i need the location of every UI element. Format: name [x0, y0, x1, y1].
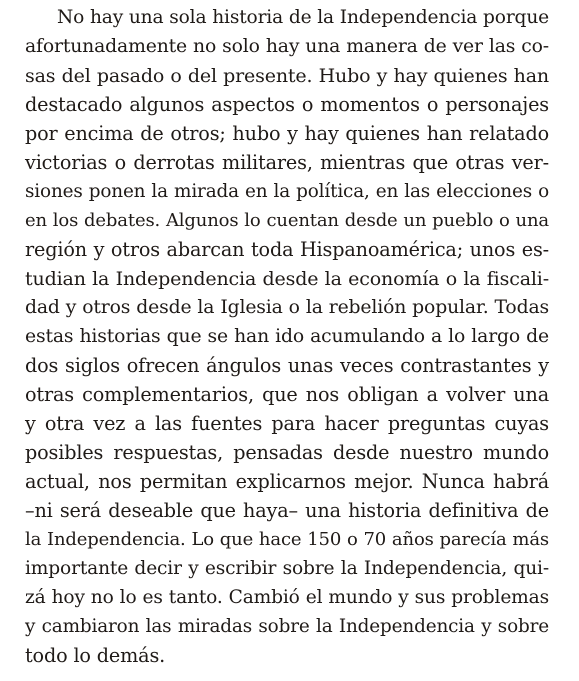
paragraph-line: sas del pasado o del presente. Hubo y hay quienes han	[25, 65, 549, 87]
paragraph-line: todo lo demás.	[25, 644, 166, 667]
paragraph-line: zá hoy no lo es tanto. Cambió el mundo y sus problemas	[25, 587, 549, 608]
paragraph-line: dos siglos ofrecen ángulos unas veces contrastantes y	[25, 354, 549, 377]
paragraph-line: la Independencia. Lo que hace 150 o 70 años parecía más	[25, 529, 549, 550]
paragraph-line: victorias o derrotas militares, mientras que otras ver-	[25, 151, 549, 174]
paragraph-line: región y otros abarcan toda Hispanoamérica; unos es-	[25, 238, 549, 261]
paragraph-line: siones ponen la mirada en la política, en las elecciones o	[25, 181, 549, 202]
paragraph-line: No hay una sola historia de la Independencia porque	[57, 7, 549, 28]
paragraph-line: importante decir y escribir sobre la Independencia, qui-	[25, 558, 549, 579]
paragraph-line: otras complementarios, que nos obligan a volver una	[25, 383, 549, 406]
paragraph-line: posibles respuestas, pensadas desde nuestro mundo	[25, 441, 549, 464]
paragraph-line: y otra vez a las fuentes para hacer preguntas cuyas	[25, 412, 549, 435]
paragraph-line: por encima de otros; hubo y hay quienes han relatado	[25, 122, 549, 145]
paragraph-line: afortunadamente no solo hay una manera de ver las co-	[25, 36, 549, 57]
paragraph-line: actual, nos permitan explicarnos mejor. Nunca habrá	[25, 470, 549, 493]
paragraph-line: –ni será deseable que haya– una historia definitiva de	[25, 499, 549, 522]
paragraph-line: dad y otros desde la Iglesia o la rebelión popular. Todas	[25, 297, 549, 318]
paragraph-line: y cambiaron las miradas sobre la Independencia y sobre	[25, 616, 549, 637]
paragraph-line: en los debates. Algunos lo cuentan desde un pueblo o una	[25, 210, 549, 231]
paragraph-line: estas historias que se han ido acumulando a lo largo de	[25, 326, 549, 347]
paragraph-line: destacado algunos aspectos o momentos o personajes	[25, 93, 549, 116]
paragraph-line: tudian la Independencia desde la economía o la fiscali-	[25, 268, 549, 290]
